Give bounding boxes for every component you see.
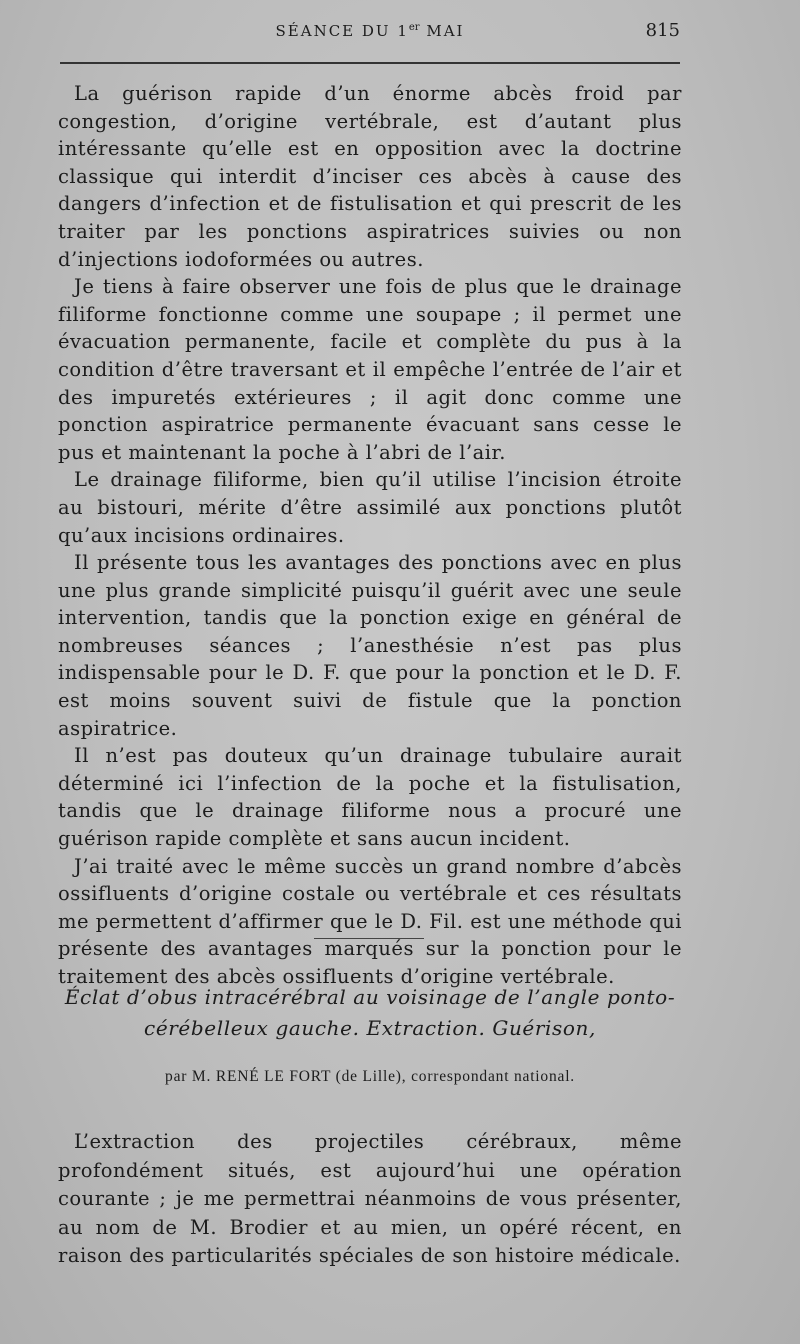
paragraph: Il n’est pas douteux qu’un drainage tubulaire aurait déterminé ici l’infection de la poche et la fistulisation, tandis que le drainage filiforme nous a procuré une guérison rapide complète et sans aucun incident. [58, 744, 682, 851]
page-number: 815 [645, 20, 680, 41]
paragraph: Je tiens à faire observer une fois de plus que le drainage filiforme fonctionne comme une soupape ; il permet une évacuation permanente, facile et complète du pus à la condition d’être traversant et il empêche l’entrée de l’air et des impuretés extérieures ; il agit donc comme une ponction aspiratrice permanente évacuant sans cesse le pus et maintenant la poche à l’abri de l’air. [58, 275, 682, 464]
article-byline: par M. RENÉ LE FORT (de Lille), correspondant national. [165, 1068, 575, 1085]
paragraph: Le drainage filiforme, bien qu’il utilise l’incision étroite au bistouri, mérite d’être assimilé aux ponctions plutôt qu’aux incisions ordinaires. [58, 468, 682, 547]
running-head-sup: er [408, 22, 420, 33]
running-head [60, 22, 680, 40]
running-head-prefix: SÉANCE DU 1 [275, 22, 409, 40]
paragraph: Il présente tous les avantages des ponctions avec en plus une plus grande simplicité puisqu’il guérit avec une seule intervention, tandis que la ponction exige en général de nombreuses séances ; l’anesthésie n’est pas plus indispensable pour le D. F. que pour la ponction et le D. F. est moins souvent suivi de fistule que la ponction aspiratrice. [58, 551, 682, 740]
page-header [60, 18, 680, 48]
paragraph: J’ai traité avec le même succès un grand nombre d’abcès ossifluents d’origine costale ou vertébrale et ces résultats me permettent d’affirmer que le D. Fil. est une méthode qui présente des avantages marqués sur la ponction pour le traitement des abcès ossifluents d’origine vertébrale. [58, 854, 682, 988]
header-rule [60, 62, 680, 64]
section-separator [314, 938, 424, 939]
paragraph: L’extraction des projectiles cérébraux, même profondément situés, est aujourd’hui une opération courante ; je me permettrai néanmoins de vous présenter, au nom de M. Brodier et au mien, un opéré récent, en raison des particularités spéciales de son histoire médicale. [58, 1130, 682, 1267]
article-title: Éclat d’obus intracérébral au voisinage de l’angle ponto-cérébelleux gauche. Extraction. Guérison, [64, 985, 676, 1040]
running-head-suffix: MAI [419, 22, 465, 40]
body-text [58, 80, 682, 991]
paragraph: La guérison rapide d’un énorme abcès froid par congestion, d’origine vertébrale, est d’autant plus intéressante qu’elle est en opposition avec la doctrine classique qui interdit d’inciser ces abcès à cause des dangers d’infection et de fistulisation et qui prescrit de les traiter par les ponctions aspiratrices suivies ou non d’injections iodoformées ou autres. [58, 82, 682, 271]
body-text-continued [58, 1128, 682, 1271]
